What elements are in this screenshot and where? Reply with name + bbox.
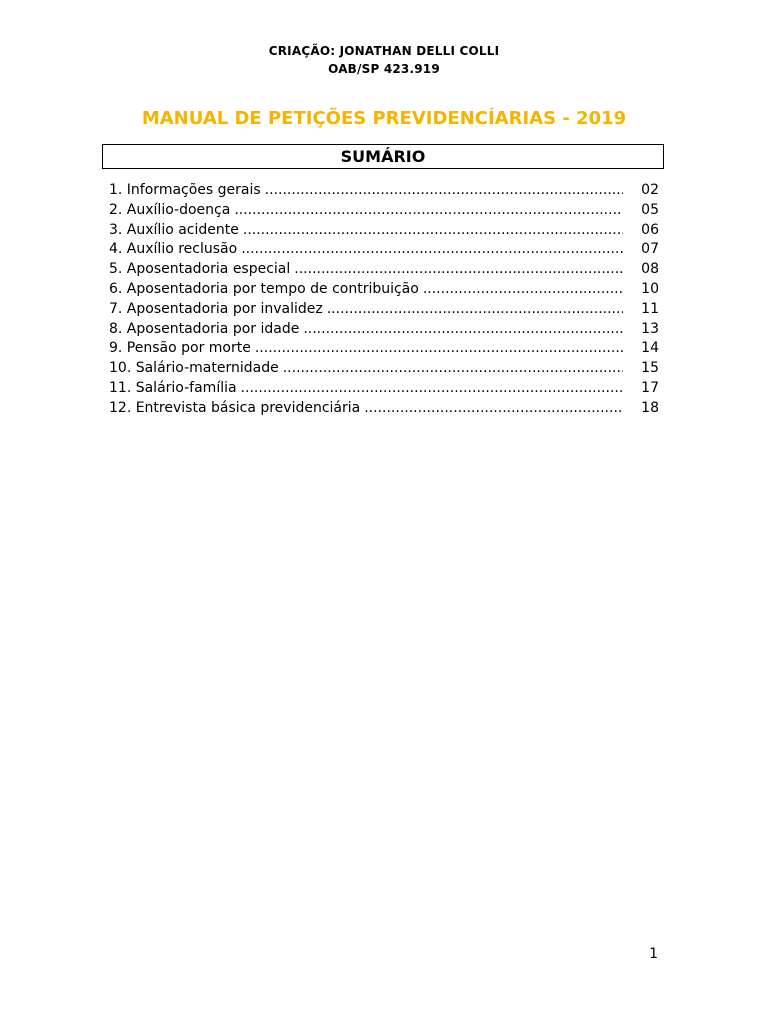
toc-leader-dots — [303, 320, 623, 340]
oab-registration: OAB/SP 423.919 — [328, 62, 440, 76]
toc-leader-dots — [255, 339, 623, 359]
toc-entry-page: 05 — [641, 201, 659, 218]
toc-entry-label: 3. Auxílio acidente — [109, 221, 239, 238]
toc-heading-box — [102, 144, 664, 169]
toc-entry-page: 11 — [641, 300, 659, 317]
toc-entry-7[interactable] — [109, 300, 659, 320]
toc-leader-dots — [327, 300, 623, 320]
toc-leader-dots — [234, 201, 623, 221]
toc-leader-dots — [241, 240, 623, 260]
toc-entry-page: 17 — [641, 379, 659, 396]
toc-entry-page: 08 — [641, 261, 659, 278]
toc-entry-label: 4. Auxílio reclusão — [109, 241, 238, 258]
toc-entry-4[interactable] — [109, 240, 659, 260]
page-number: 1 — [649, 946, 658, 962]
toc-entry-page: 15 — [641, 360, 659, 377]
table-of-contents — [109, 181, 659, 419]
toc-leader-dots — [294, 260, 623, 280]
toc-leader-dots — [241, 379, 623, 399]
toc-entry-label: 5. Aposentadoria especial — [109, 261, 291, 278]
toc-entry-11[interactable] — [109, 379, 659, 399]
toc-entry-page: 18 — [641, 399, 659, 416]
toc-entry-label: 9. Pensão por morte — [109, 340, 251, 357]
toc-entry-label: 2. Auxílio-doença — [109, 201, 231, 218]
toc-entry-1[interactable] — [109, 181, 659, 201]
toc-entry-3[interactable] — [109, 221, 659, 241]
toc-entry-page: 06 — [641, 221, 659, 238]
toc-leader-dots — [283, 359, 623, 379]
author-credit: CRIAÇÃO: JONATHAN DELLI COLLI — [268, 44, 500, 58]
toc-entry-page: 13 — [641, 320, 659, 337]
toc-leader-dots — [265, 181, 623, 201]
toc-entry-label: 1. Informações gerais — [109, 182, 261, 198]
toc-leader-dots — [364, 399, 623, 419]
toc-entry-label: 11. Salário-família — [109, 379, 237, 396]
toc-entry-label: 8. Aposentadoria por idade — [109, 320, 300, 337]
toc-entry-page: 10 — [641, 280, 659, 297]
toc-entry-label: 10. Salário-maternidade — [109, 360, 279, 377]
toc-entry-label: 6. Aposentadoria por tempo de contribuição — [109, 280, 419, 297]
toc-entry-label: 7. Aposentadoria por invalidez — [109, 300, 323, 317]
toc-entry-5[interactable] — [109, 260, 659, 280]
toc-entry-page: 14 — [641, 340, 659, 357]
toc-entry-9[interactable] — [109, 339, 659, 359]
toc-entry-10[interactable] — [109, 359, 659, 379]
toc-entry-page: 02 — [641, 182, 659, 198]
toc-entry-2[interactable] — [109, 201, 659, 221]
document-title: MANUAL DE PETIÇÕES PREVIDENCÍARIAS - 2019 — [141, 108, 627, 129]
toc-entry-6[interactable] — [109, 280, 659, 300]
toc-leader-dots — [243, 221, 623, 241]
toc-entry-12[interactable] — [109, 399, 659, 419]
toc-leader-dots — [423, 280, 623, 300]
toc-entry-label: 12. Entrevista básica previdenciária — [109, 399, 361, 416]
toc-entry-page: 07 — [641, 241, 659, 258]
toc-entry-8[interactable] — [109, 320, 659, 340]
toc-heading: SUMÁRIO — [340, 147, 426, 166]
